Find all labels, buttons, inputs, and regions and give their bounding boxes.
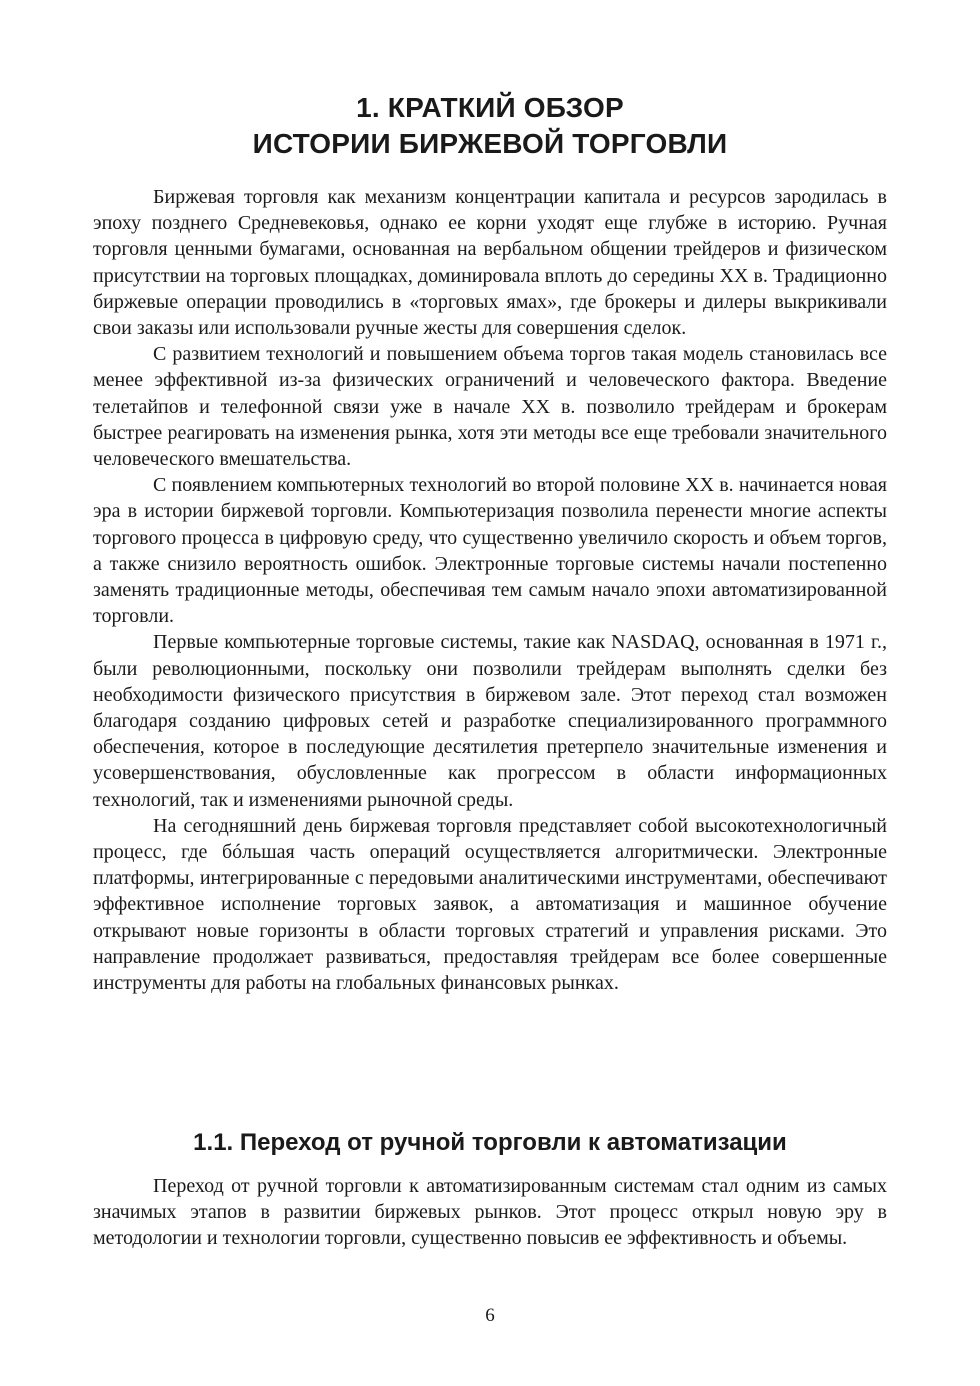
paragraph: На сегодняшний день биржевая торговля представляет собой высокотехнологичный процесс, где бóльшая часть операций осуществляется алгоритмически. Электронные платформы, интегрированные с передовыми аналитическими инструментами, обеспечивают эффективное исполнение торговых заявок, а автоматизация и машинное обучение открывают новые горизонты в области торговых стратегий и управления рисками. Это направление продолжает развиваться, предоставляя трейдерам все более совершенные инструменты для работы на глобальных финансовых рынках.: [93, 814, 887, 995]
chapter-body: [93, 184, 887, 996]
paragraph: С появлением компьютерных технологий во второй половине XX в. начинается новая эра в истории биржевой торговли. Компьютеризация позволила перенести многие аспекты торгового процесса в цифровую среду, что существенно увеличило скорость и объем торгов, а также снизило вероятность ошибок. Электронные торговые системы начали постепенно заменять традиционные методы, обеспечивая тем самым начало эпохи автоматизированной торговли.: [93, 474, 887, 628]
chapter-title: [0, 90, 980, 162]
chapter-title-line-1: 1. КРАТКИЙ ОБЗОР: [356, 92, 624, 123]
page-number: 6: [485, 1305, 495, 1326]
chapter-title-line-2: ИСТОРИИ БИРЖЕВОЙ ТОРГОВЛИ: [252, 128, 728, 159]
paragraph: Биржевая торговля как механизм концентрации капитала и ресурсов зародилась в эпоху позднего Средневековья, однако ее корни уходят еще глубже в историю. Ручная торговля ценными бумагами, основанная на вербальном общении трейдеров и физическом присутствии на торговых площадках, доминировала вплоть до середины XX в. Традиционно биржевые операции проводились в «торговых ямах», где брокеры и дилеры выкрикивали свои заказы или использовали ручные жесты для совершения сделок.: [93, 186, 887, 340]
paragraph: Переход от ручной торговли к автоматизированным системам стал одним из самых значимых этапов в развитии биржевых рынков. Этот процесс открыл новую эру в методологии и технологии торговли, существенно повысив ее эффективность и объемы.: [93, 1175, 887, 1250]
paragraph: С развитием технологий и повышением объема торгов такая модель становилась все менее эффективной из-за физических ограничений и человеческого фактора. Введение телетайпов и телефонной связи уже в начале XX в. позволило трейдерам и брокерам быстрее реагировать на изменения рынка, хотя эти методы все еще требовали значительного человеческого вмешательства.: [93, 343, 887, 471]
section-body: [93, 1173, 887, 1252]
section-title: 1.1. Переход от ручной торговли к автоматизации: [193, 1129, 787, 1156]
paragraph: Первые компьютерные торговые системы, такие как NASDAQ, основанная в 1971 г., были революционными, поскольку они позволили трейдерам выполнять сделки без необходимости физического присутствия в биржевом зале. Этот переход стал возможен благодаря созданию цифровых сетей и разработке специализированного программного обеспечения, которое в последующие десятилетия претерпело значительные изменения и усовершенствования, обусловленные как прогрессом в области информационных технологий, так и изменениями рыночной среды.: [93, 631, 887, 811]
